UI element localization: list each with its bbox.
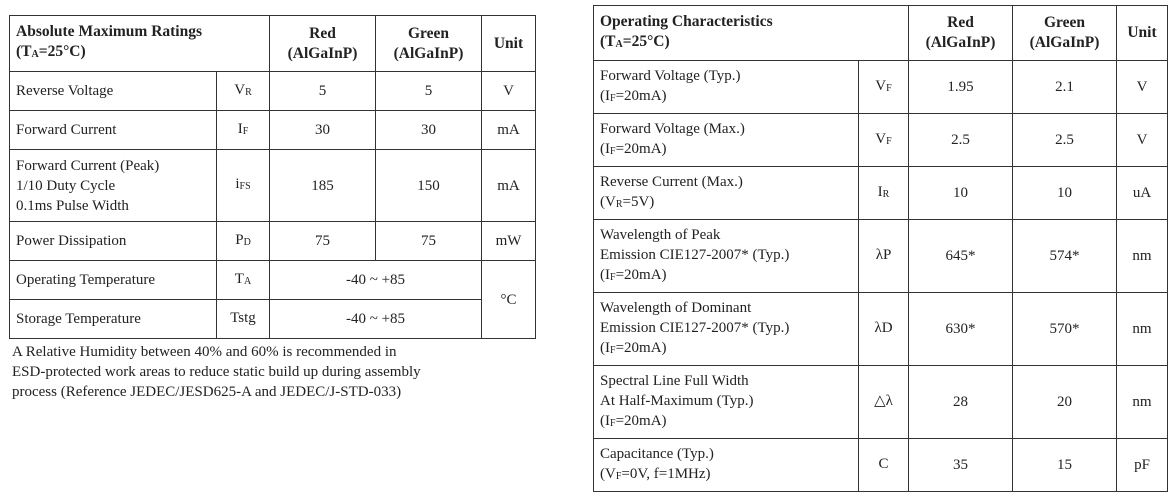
table-row <box>10 261 536 300</box>
table-title: Absolute Maximum Ratings <box>16 23 203 40</box>
green-value-cell: 574* <box>1013 220 1117 293</box>
temperature-range-cell: -40 ~ +85 <box>270 261 482 300</box>
table-title-cell <box>594 6 909 61</box>
green-value-cell: 570* <box>1013 293 1117 366</box>
green-value-cell: 150 <box>376 150 482 222</box>
table-header-row <box>594 6 1168 61</box>
table-row <box>10 300 536 339</box>
parameter-cell: Power Dissipation <box>10 222 217 261</box>
red-value-cell: 630* <box>909 293 1013 366</box>
table-condition: (TA=25°C) <box>16 43 86 60</box>
parameter-cell: Capacitance (Typ.) (VF=0V, f=1MHz) <box>594 439 859 492</box>
parameter-cell: Operating Temperature <box>10 261 217 300</box>
red-value-cell: 645* <box>909 220 1013 293</box>
parameter-cell: Storage Temperature <box>10 300 217 339</box>
symbol-cell: iFS <box>217 150 270 222</box>
operating-characteristics-table <box>593 5 1168 492</box>
unit-cell: mW <box>482 222 536 261</box>
green-value-cell: 75 <box>376 222 482 261</box>
parameter-cell: Forward Voltage (Max.) (IF=20mA) <box>594 114 859 167</box>
red-value-cell: 30 <box>270 111 376 150</box>
table-row <box>594 167 1168 220</box>
table-row <box>10 222 536 261</box>
symbol-cell: C <box>859 439 909 492</box>
symbol-cell: VF <box>859 114 909 167</box>
unit-cell: °C <box>482 261 536 339</box>
symbol-cell: TA <box>217 261 270 300</box>
table-row <box>594 61 1168 114</box>
parameter-cell: Forward Current (Peak) 1/10 Duty Cycle 0.1ms Pulse Width <box>10 150 217 222</box>
parameter-cell: Spectral Line Full Width At Half-Maximum (Typ.) (IF=20mA) <box>594 366 859 439</box>
green-value-cell: 15 <box>1013 439 1117 492</box>
symbol-cell: △λ <box>859 366 909 439</box>
parameter-cell: Wavelength of Dominant Emission CIE127-2007* (Typ.) (IF=20mA) <box>594 293 859 366</box>
red-value-cell: 10 <box>909 167 1013 220</box>
green-column-header: Green (AlGaInP) <box>376 16 482 72</box>
unit-cell: mA <box>482 150 536 222</box>
red-value-cell: 5 <box>270 72 376 111</box>
red-value-cell: 2.5 <box>909 114 1013 167</box>
parameter-cell: Reverse Current (Max.) (VR=5V) <box>594 167 859 220</box>
unit-cell: mA <box>482 111 536 150</box>
unit-column-header: Unit <box>1117 6 1168 61</box>
parameter-cell: Forward Voltage (Typ.) (IF=20mA) <box>594 61 859 114</box>
absolute-maximum-ratings-table <box>9 15 536 339</box>
table-title: Operating Characteristics <box>600 12 773 30</box>
table-row <box>594 220 1168 293</box>
red-column-header: Red (AlGaInP) <box>270 16 376 72</box>
parameter-cell: Wavelength of Peak Emission CIE127-2007* (Typ.) (IF=20mA) <box>594 220 859 293</box>
symbol-cell: λD <box>859 293 909 366</box>
unit-cell: uA <box>1117 167 1168 220</box>
parameter-cell: Reverse Voltage <box>10 72 217 111</box>
table-header-row <box>10 16 536 72</box>
symbol-cell: λP <box>859 220 909 293</box>
unit-cell: V <box>1117 61 1168 114</box>
table-row <box>594 366 1168 439</box>
unit-cell: nm <box>1117 293 1168 366</box>
unit-column-header: Unit <box>482 16 536 72</box>
table-condition: (TA=25°C) <box>600 32 670 50</box>
green-value-cell: 30 <box>376 111 482 150</box>
red-value-cell: 1.95 <box>909 61 1013 114</box>
red-value-cell: 185 <box>270 150 376 222</box>
symbol-cell: IR <box>859 167 909 220</box>
symbol-cell: VF <box>859 61 909 114</box>
table-title-cell <box>10 16 270 72</box>
red-value-cell: 35 <box>909 439 1013 492</box>
red-column-header: Red (AlGaInP) <box>909 6 1013 61</box>
red-value-cell: 28 <box>909 366 1013 439</box>
table-row <box>594 114 1168 167</box>
table-row <box>10 72 536 111</box>
green-column-header: Green (AlGaInP) <box>1013 6 1117 61</box>
parameter-cell: Forward Current <box>10 111 217 150</box>
humidity-note: A Relative Humidity between 40% and 60% is recommended in ESD-protected work areas to reduce static build up during assembly process (Reference JEDEC/JESD625-A and JEDEC/J-STD-033) <box>12 344 421 400</box>
unit-cell: V <box>482 72 536 111</box>
symbol-cell: IF <box>217 111 270 150</box>
symbol-cell: VR <box>217 72 270 111</box>
unit-cell: pF <box>1117 439 1168 492</box>
table-row <box>594 293 1168 366</box>
symbol-cell: Tstg <box>217 300 270 339</box>
green-value-cell: 20 <box>1013 366 1117 439</box>
red-value-cell: 75 <box>270 222 376 261</box>
green-value-cell: 2.1 <box>1013 61 1117 114</box>
table-row <box>10 111 536 150</box>
green-value-cell: 5 <box>376 72 482 111</box>
table-row <box>594 439 1168 492</box>
unit-cell: V <box>1117 114 1168 167</box>
unit-cell: nm <box>1117 220 1168 293</box>
table-row <box>10 150 536 222</box>
temperature-range-cell: -40 ~ +85 <box>270 300 482 339</box>
symbol-cell: PD <box>217 222 270 261</box>
unit-cell: nm <box>1117 366 1168 439</box>
green-value-cell: 2.5 <box>1013 114 1117 167</box>
green-value-cell: 10 <box>1013 167 1117 220</box>
